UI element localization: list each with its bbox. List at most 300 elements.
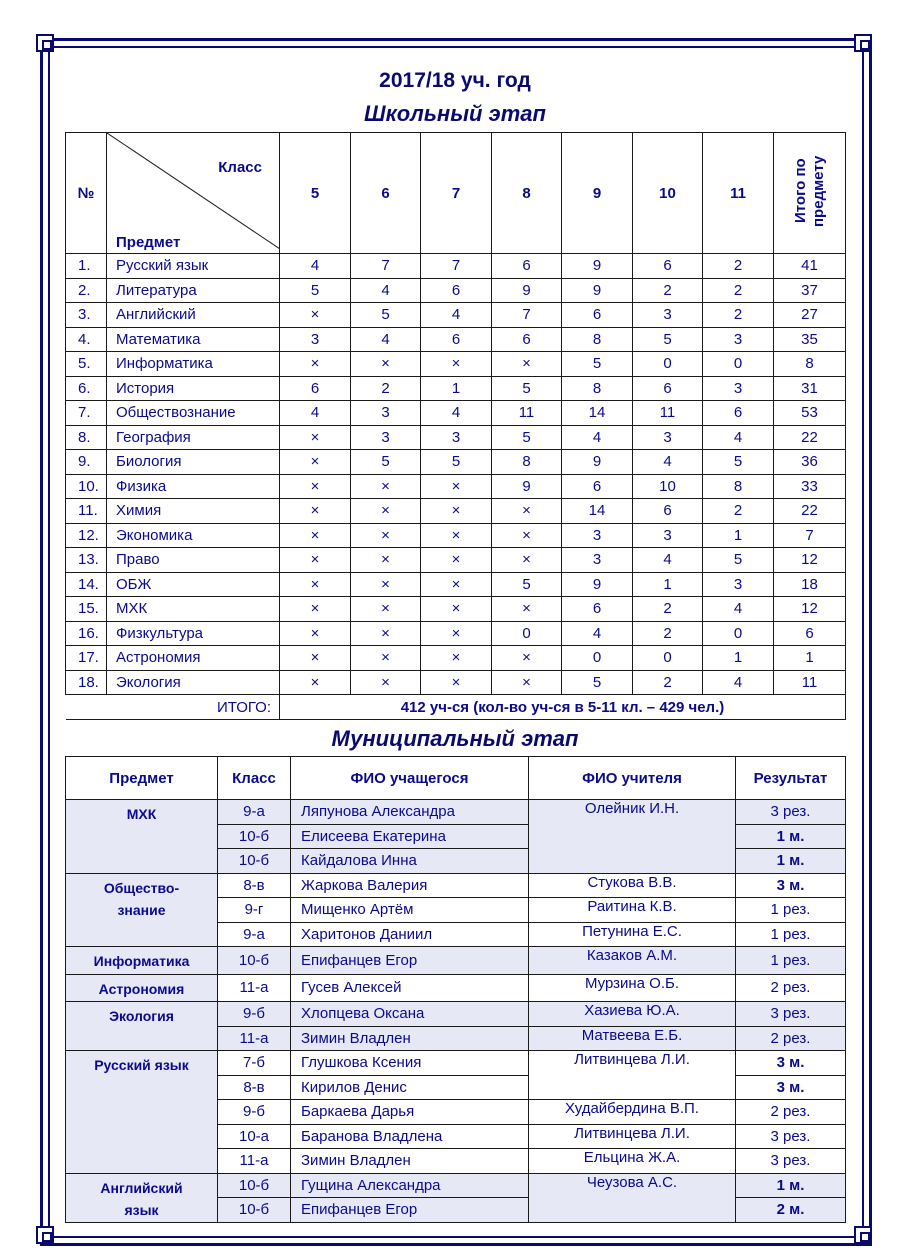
table-row: [66, 572, 846, 597]
grade-count: ×: [492, 352, 562, 377]
muni-result: 3 м.: [736, 1051, 846, 1076]
header-diagonal-cell: [107, 133, 280, 254]
muni-result: 3 м.: [736, 1075, 846, 1100]
row-number: 11.: [66, 499, 107, 524]
row-number: 14.: [66, 572, 107, 597]
subject-name: МХК: [107, 597, 280, 622]
muni-class: 11-а: [218, 974, 291, 1002]
grade-count: 14: [562, 499, 633, 524]
grade-count: 4: [421, 303, 492, 328]
school-stage-table: [65, 132, 846, 720]
muni-result: 1 м.: [736, 849, 846, 874]
grade-count: 5: [703, 548, 774, 573]
subject-total: 8: [774, 352, 846, 377]
table-row: [66, 646, 846, 671]
grade-count: ×: [492, 670, 562, 695]
grade-count: 4: [703, 597, 774, 622]
grade-count: 6: [280, 376, 351, 401]
grade-count: 7: [421, 254, 492, 279]
grade-count: 3: [633, 523, 703, 548]
grade-count: 7: [492, 303, 562, 328]
muni-table-body: [66, 800, 846, 1223]
muni-class: 10-б: [218, 947, 291, 975]
subject-name: Математика: [107, 327, 280, 352]
header-grade: 8: [492, 133, 562, 254]
table-row: [66, 425, 846, 450]
muni-class: 9-б: [218, 1002, 291, 1027]
grade-count: ×: [351, 646, 421, 671]
table-row: [66, 303, 846, 328]
row-number: 13.: [66, 548, 107, 573]
muni-class: 7-б: [218, 1051, 291, 1076]
grade-count: 3: [703, 572, 774, 597]
grade-count: ×: [280, 499, 351, 524]
grade-count: 4: [280, 401, 351, 426]
grade-count: ×: [280, 303, 351, 328]
grade-count: 5: [562, 670, 633, 695]
table-row: [66, 278, 846, 303]
muni-teacher: Хазиева Ю.А.: [529, 1002, 736, 1027]
table-row: [66, 873, 846, 898]
header-grade: 11: [703, 133, 774, 254]
frame-corner-ornament: [854, 1226, 872, 1244]
grade-count: 7: [351, 254, 421, 279]
muni-subject: МХК: [126, 806, 157, 822]
grade-count: 0: [633, 352, 703, 377]
header-grade: 6: [351, 133, 421, 254]
muni-student: Баранова Владлена: [291, 1124, 529, 1149]
grade-count: 0: [703, 621, 774, 646]
muni-subject-cell: [66, 800, 218, 874]
grade-count: ×: [280, 352, 351, 377]
table-row: [66, 450, 846, 475]
grade-count: 4: [633, 450, 703, 475]
muni-student: Хлопцева Оксана: [291, 1002, 529, 1027]
muni-student: Кирилов Денис: [291, 1075, 529, 1100]
row-number: 4.: [66, 327, 107, 352]
grade-count: 5: [633, 327, 703, 352]
row-number: 9.: [66, 450, 107, 475]
grade-count: 6: [633, 376, 703, 401]
header-subject: Предмет: [66, 757, 218, 800]
row-number: 7.: [66, 401, 107, 426]
school-stage-title: Школьный этап: [364, 101, 546, 126]
header-class: Класс: [218, 757, 291, 800]
table-row: [66, 254, 846, 279]
muni-class: 9-б: [218, 1100, 291, 1125]
muni-class: 10-б: [218, 849, 291, 874]
grade-count: ×: [421, 621, 492, 646]
grade-count: 5: [703, 450, 774, 475]
muni-result: 1 м.: [736, 824, 846, 849]
grade-count: ×: [351, 523, 421, 548]
grade-count: ×: [280, 450, 351, 475]
subject-total: 31: [774, 376, 846, 401]
muni-teacher: Раитина К.В.: [529, 898, 736, 923]
diagonal-line: [107, 133, 280, 249]
grade-count: ×: [280, 548, 351, 573]
muni-teacher: Олейник И.Н.: [529, 800, 736, 874]
grade-count: 2: [633, 597, 703, 622]
table-row: [66, 597, 846, 622]
grade-count: 2: [351, 376, 421, 401]
page-title: 2017/18 уч. год: [379, 69, 531, 92]
muni-class: 10-а: [218, 1124, 291, 1149]
muni-student: Жаркова Валерия: [291, 873, 529, 898]
muni-subject-cell: [66, 1002, 218, 1051]
muni-subject: Общество-: [103, 879, 180, 896]
table-row: [66, 947, 846, 975]
muni-teacher: Казаков А.М.: [529, 947, 736, 975]
grade-count: 3: [351, 425, 421, 450]
grade-count: ×: [421, 352, 492, 377]
row-number: 5.: [66, 352, 107, 377]
muni-class: 10-б: [218, 1173, 291, 1198]
row-number: 17.: [66, 646, 107, 671]
municipal-stage-table: [65, 756, 846, 1223]
subject-total: 41: [774, 254, 846, 279]
header-num: №: [66, 133, 107, 254]
row-number: 10.: [66, 474, 107, 499]
row-number: 16.: [66, 621, 107, 646]
grade-count: ×: [280, 597, 351, 622]
grade-count: ×: [421, 597, 492, 622]
grade-count: 5: [562, 352, 633, 377]
grade-count: 6: [562, 474, 633, 499]
muni-teacher: Худайбердина В.П.: [529, 1100, 736, 1125]
grade-count: 2: [633, 621, 703, 646]
table-row: [66, 327, 846, 352]
subject-total: 11: [774, 670, 846, 695]
grade-count: ×: [351, 474, 421, 499]
grade-count: 5: [492, 425, 562, 450]
muni-student: Харитонов Даниил: [291, 922, 529, 947]
subject-name: Физкультура: [107, 621, 280, 646]
grade-count: ×: [351, 572, 421, 597]
grade-count: 6: [421, 278, 492, 303]
grade-count: 0: [562, 646, 633, 671]
grade-count: 5: [351, 303, 421, 328]
grade-count: ×: [421, 523, 492, 548]
subject-total: 1: [774, 646, 846, 671]
grade-count: 5: [492, 572, 562, 597]
grade-count: 0: [633, 646, 703, 671]
grade-count: ×: [280, 523, 351, 548]
muni-class: 8-в: [218, 873, 291, 898]
grade-count: 4: [703, 670, 774, 695]
muni-class: 10-б: [218, 1198, 291, 1223]
grade-count: 5: [421, 450, 492, 475]
grade-count: 9: [562, 278, 633, 303]
muni-subject-cell: [66, 873, 218, 947]
muni-subject: Русский язык: [94, 1057, 189, 1073]
subject-total: 22: [774, 425, 846, 450]
grade-count: 11: [633, 401, 703, 426]
subject-total: 53: [774, 401, 846, 426]
muni-student: Гусев Алексей: [291, 974, 529, 1002]
muni-stage-title: Муниципальный этап: [331, 726, 579, 751]
grade-count: 8: [562, 327, 633, 352]
muni-class: 9-а: [218, 922, 291, 947]
table-row: [66, 1051, 846, 1076]
grade-count: ×: [351, 352, 421, 377]
grade-count: 3: [562, 548, 633, 573]
grade-count: 4: [421, 401, 492, 426]
grade-count: ×: [280, 425, 351, 450]
header-student: ФИО учащегося: [291, 757, 529, 800]
muni-student: Епифанцев Егор: [291, 1198, 529, 1223]
grade-count: 6: [562, 303, 633, 328]
subject-total: 33: [774, 474, 846, 499]
school-total-row: [66, 695, 846, 720]
muni-result: 2 рез.: [736, 1026, 846, 1051]
muni-teacher: Мурзина О.Б.: [529, 974, 736, 1002]
table-row: [66, 352, 846, 377]
muni-student: Елисеева Екатерина: [291, 824, 529, 849]
grade-count: 8: [492, 450, 562, 475]
table-row: [66, 401, 846, 426]
grade-count: 2: [703, 278, 774, 303]
grade-count: ×: [280, 621, 351, 646]
grade-count: 9: [562, 254, 633, 279]
muni-student: Епифанцев Егор: [291, 947, 529, 975]
grade-count: 14: [562, 401, 633, 426]
table-row: [66, 1173, 846, 1198]
subject-name: Литература: [107, 278, 280, 303]
subject-name: География: [107, 425, 280, 450]
grade-count: ×: [280, 646, 351, 671]
muni-class: 9-а: [218, 800, 291, 825]
subject-name: Экология: [107, 670, 280, 695]
muni-subject-cell: [66, 1173, 218, 1222]
grade-count: ×: [492, 548, 562, 573]
subject-name: Химия: [107, 499, 280, 524]
frame-corner-ornament: [36, 1226, 54, 1244]
muni-subject-cell: [66, 1051, 218, 1174]
grade-count: ×: [421, 548, 492, 573]
grade-count: ×: [351, 670, 421, 695]
subject-name: Физика: [107, 474, 280, 499]
grade-count: 0: [492, 621, 562, 646]
grade-count: 6: [633, 499, 703, 524]
subject-total: 37: [774, 278, 846, 303]
muni-result: 2 рез.: [736, 1100, 846, 1125]
muni-teacher: Матвеева Е.Б.: [529, 1026, 736, 1051]
muni-class: 11-а: [218, 1026, 291, 1051]
muni-class: 11-а: [218, 1149, 291, 1174]
muni-teacher: Литвинцева Л.И.: [529, 1051, 736, 1100]
subject-name: Биология: [107, 450, 280, 475]
grade-count: 3: [633, 425, 703, 450]
muni-subject: Астрономия: [98, 980, 185, 997]
table-row: [66, 523, 846, 548]
grade-count: 2: [703, 254, 774, 279]
grade-count: ×: [421, 474, 492, 499]
row-number: 15.: [66, 597, 107, 622]
grade-count: 3: [562, 523, 633, 548]
subject-total: 7: [774, 523, 846, 548]
grade-count: ×: [280, 474, 351, 499]
subject-total: 18: [774, 572, 846, 597]
muni-result: 1 рез.: [736, 922, 846, 947]
muni-result: 3 рез.: [736, 800, 846, 825]
subject-name: Информатика: [107, 352, 280, 377]
grade-count: 4: [280, 254, 351, 279]
header-class-label: Класс: [218, 159, 262, 176]
grade-count: ×: [421, 572, 492, 597]
muni-student: Зимин Владлен: [291, 1026, 529, 1051]
grade-count: 5: [351, 450, 421, 475]
grade-count: ×: [492, 523, 562, 548]
muni-student: Ляпунова Александра: [291, 800, 529, 825]
grade-count: 1: [703, 646, 774, 671]
muni-subject: язык: [124, 1201, 159, 1218]
grade-count: 6: [633, 254, 703, 279]
header-grade: 10: [633, 133, 703, 254]
muni-result: 3 рез.: [736, 1002, 846, 1027]
header-total-cell: [774, 133, 846, 254]
grade-count: 3: [421, 425, 492, 450]
table-row: [66, 474, 846, 499]
grade-count: 10: [633, 474, 703, 499]
grade-count: 6: [562, 597, 633, 622]
subject-total: 27: [774, 303, 846, 328]
subject-total: 35: [774, 327, 846, 352]
grade-count: ×: [421, 646, 492, 671]
subject-name: Русский язык: [107, 254, 280, 279]
header-subject-label: Предмет: [116, 234, 181, 251]
table-row: [66, 548, 846, 573]
school-table-body: [66, 133, 846, 695]
muni-student: Баркаева Дарья: [291, 1100, 529, 1125]
subject-total: 6: [774, 621, 846, 646]
subject-total: 12: [774, 548, 846, 573]
table-row: [66, 974, 846, 1002]
muni-result: 2 рез.: [736, 974, 846, 1002]
grade-count: 9: [492, 474, 562, 499]
grade-count: 4: [351, 327, 421, 352]
muni-class: 10-б: [218, 824, 291, 849]
grade-count: ×: [351, 499, 421, 524]
grade-count: ×: [421, 670, 492, 695]
subject-name: Астрономия: [107, 646, 280, 671]
muni-teacher: Литвинцева Л.И.: [529, 1124, 736, 1149]
table-row: [66, 670, 846, 695]
grade-count: ×: [492, 646, 562, 671]
grade-count: 3: [633, 303, 703, 328]
table-row: [66, 621, 846, 646]
grade-count: 6: [421, 327, 492, 352]
muni-teacher: Петунина Е.С.: [529, 922, 736, 947]
row-number: 8.: [66, 425, 107, 450]
total-value: 412 уч-ся (кол-во уч-ся в 5-11 кл. – 429 чел.): [280, 695, 846, 720]
grade-count: 4: [562, 425, 633, 450]
muni-result: 1 рез.: [736, 898, 846, 923]
muni-subject-cell: [66, 974, 218, 1002]
total-label: ИТОГО:: [66, 695, 280, 720]
header-grade: 7: [421, 133, 492, 254]
row-number: 1.: [66, 254, 107, 279]
grade-count: 4: [633, 548, 703, 573]
grade-count: 8: [703, 474, 774, 499]
muni-class: 8-в: [218, 1075, 291, 1100]
table-row: [66, 376, 846, 401]
school-header-row: [66, 133, 846, 254]
grade-count: 9: [492, 278, 562, 303]
muni-header-row: [66, 757, 846, 800]
grade-count: 9: [562, 572, 633, 597]
header-teacher: ФИО учителя: [529, 757, 736, 800]
muni-class: 9-г: [218, 898, 291, 923]
muni-result: 1 рез.: [736, 947, 846, 975]
grade-count: 3: [351, 401, 421, 426]
muni-subject-cell: [66, 947, 218, 975]
header-total: Итого по предмету: [791, 155, 827, 227]
frame-corner-ornament: [854, 34, 872, 52]
muni-teacher: Ельцина Ж.А.: [529, 1149, 736, 1174]
subject-name: Обществознание: [107, 401, 280, 426]
header-result: Результат: [736, 757, 846, 800]
subject-name: Экономика: [107, 523, 280, 548]
row-number: 3.: [66, 303, 107, 328]
row-number: 2.: [66, 278, 107, 303]
grade-count: ×: [351, 548, 421, 573]
document-content: [65, 66, 845, 1223]
header-grade: 9: [562, 133, 633, 254]
grade-count: 5: [492, 376, 562, 401]
muni-subject: Экология: [109, 1008, 174, 1024]
subject-total: 36: [774, 450, 846, 475]
grade-count: 5: [280, 278, 351, 303]
grade-count: 1: [703, 523, 774, 548]
subject-name: Право: [107, 548, 280, 573]
muni-result: 2 м.: [736, 1198, 846, 1223]
grade-count: ×: [351, 621, 421, 646]
subject-total: 12: [774, 597, 846, 622]
grade-count: ×: [421, 499, 492, 524]
muni-result: 3 рез.: [736, 1124, 846, 1149]
muni-teacher: Чеузова А.С.: [529, 1173, 736, 1222]
table-row: [66, 499, 846, 524]
grade-count: 2: [633, 278, 703, 303]
muni-student: Зимин Владлен: [291, 1149, 529, 1174]
grade-count: 4: [703, 425, 774, 450]
table-row: [66, 1002, 846, 1027]
muni-teacher: Стукова В.В.: [529, 873, 736, 898]
muni-subject: знание: [117, 901, 166, 918]
muni-student: Глушкова Ксения: [291, 1051, 529, 1076]
subject-name: История: [107, 376, 280, 401]
grade-count: ×: [280, 670, 351, 695]
muni-result: 3 рез.: [736, 1149, 846, 1174]
grade-count: 8: [562, 376, 633, 401]
grade-count: 1: [633, 572, 703, 597]
table-row: [66, 800, 846, 825]
grade-count: ×: [280, 572, 351, 597]
subject-name: Английский: [107, 303, 280, 328]
muni-subject: Информатика: [93, 953, 190, 969]
row-number: 18.: [66, 670, 107, 695]
grade-count: 6: [492, 327, 562, 352]
grade-count: 11: [492, 401, 562, 426]
subject-name: ОБЖ: [107, 572, 280, 597]
grade-count: 3: [703, 376, 774, 401]
grade-count: 2: [633, 670, 703, 695]
grade-count: 1: [421, 376, 492, 401]
muni-student: Кайдалова Инна: [291, 849, 529, 874]
frame-corner-ornament: [36, 34, 54, 52]
muni-subject: Английский: [100, 1179, 183, 1196]
